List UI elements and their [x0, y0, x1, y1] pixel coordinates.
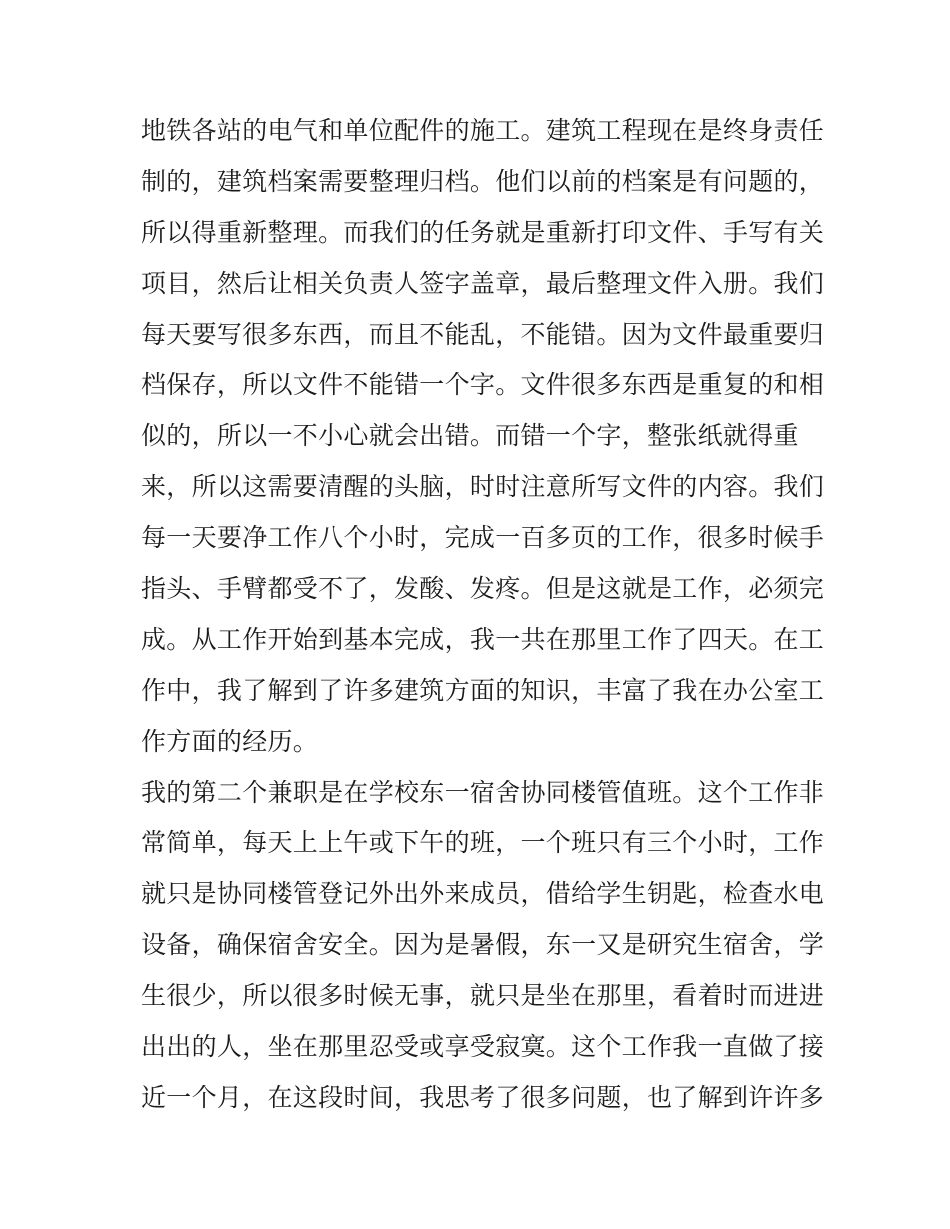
text-line: 常简单，每天上上午或下午的班，一个班只有三个小时，工作	[141, 828, 825, 858]
text-line: 档保存，所以文件不能错一个字。文件很多东西是重复的和相	[141, 370, 825, 400]
text-line: 项目，然后让相关负责人签字盖章，最后整理文件入册。我们	[141, 268, 825, 298]
text-line: 所以得重新整理。而我们的任务就是重新打印文件、手写有关	[141, 217, 825, 247]
text-line: 地铁各站的电气和单位配件的施工。建筑工程现在是终身责任	[141, 116, 825, 145]
text-line: 每天要写很多东西，而且不能乱，不能错。因为文件最重要归	[141, 319, 825, 349]
text-line: 近一个月，在这段时间，我思考了很多问题，也了解到许许多	[141, 1082, 825, 1112]
text-line: 作中，我了解到了许多建筑方面的知识，丰富了我在办公室工	[141, 675, 825, 705]
text-line: 每一天要净工作八个小时，完成一百多页的工作，很多时候手	[141, 523, 825, 553]
text-line: 我的第二个兼职是在学校东一宿舍协同楼管值班。这个工作非	[141, 777, 825, 807]
text-line: 制的，建筑档案需要整理归档。他们以前的档案是有问题的，	[141, 166, 825, 196]
text-line: 就只是协同楼管登记外出外来成员，借给学生钥匙，检查水电	[141, 879, 825, 909]
text-line: 成。从工作开始到基本完成，我一共在那里工作了四天。在工	[141, 624, 825, 654]
text-line: 出出的人，坐在那里忍受或享受寂寞。这个工作我一直做了接	[141, 1032, 825, 1062]
text-line: 似的，所以一不小心就会出错。而错一个字，整张纸就得重	[141, 421, 799, 451]
text-line: 设备，确保宿舍安全。因为是暑假，东一又是研究生宿舍，学	[141, 930, 825, 960]
text-line: 指头、手臂都受不了，发酸、发疼。但是这就是工作，必须完	[141, 574, 825, 604]
text-line: 作方面的经历。	[141, 726, 319, 756]
text-line: 来，所以这需要清醒的头脑，时时注意所写文件的内容。我们	[141, 472, 825, 502]
text-line: 生很少，所以很多时候无事，就只是坐在那里，看着时而进进	[141, 981, 825, 1011]
body-text	[141, 106, 825, 1124]
